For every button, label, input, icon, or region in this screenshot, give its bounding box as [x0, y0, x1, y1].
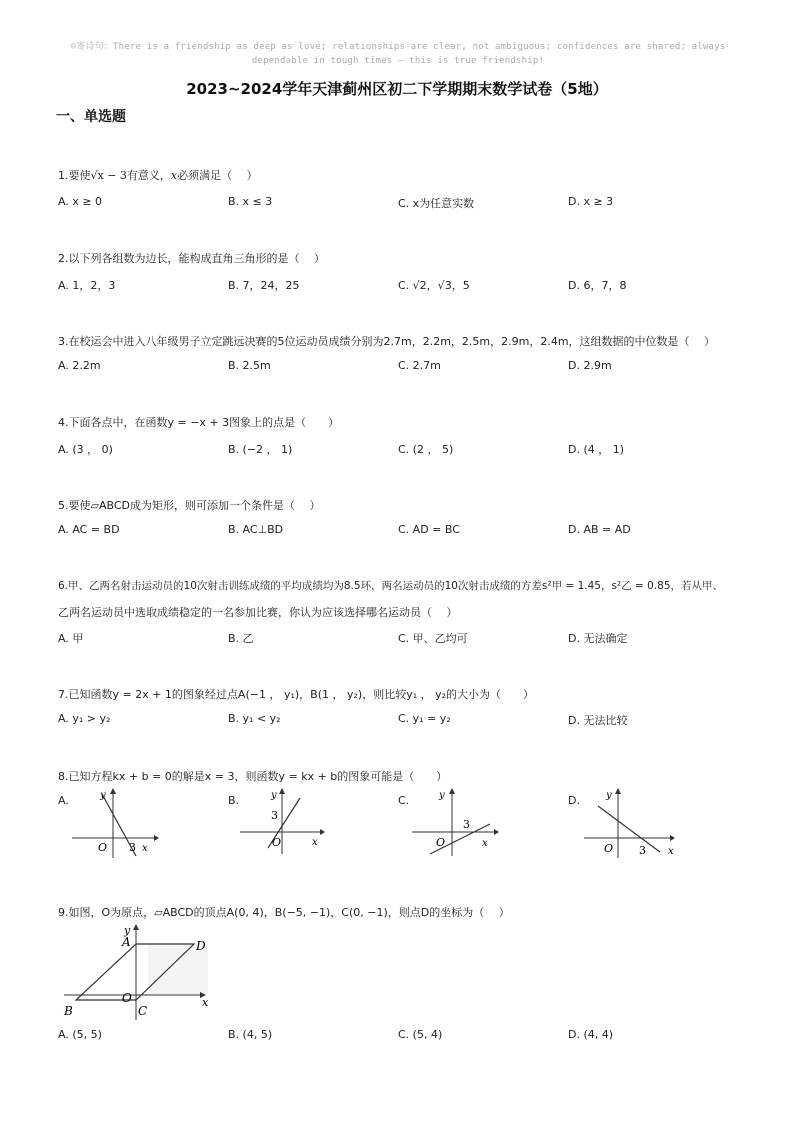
q7-option-d[interactable]: D. 无法比较: [568, 714, 628, 727]
y-axis-arrow: [449, 788, 455, 794]
q4-option-a[interactable]: A. (3 ， 0): [58, 443, 113, 456]
exam-title: 2023~2024学年天津蓟州区初二下学期期末数学试卷（5地）: [186, 80, 608, 98]
q7-option-c[interactable]: C. y₁ = y₂: [398, 712, 451, 725]
question-1-stem: [58, 167, 258, 185]
q7-option-b[interactable]: B. y₁ < y₂: [228, 712, 281, 725]
q9-option-d[interactable]: D. (4, 4): [568, 1028, 614, 1041]
q1-stem-var: x: [170, 169, 178, 182]
y-axis-arrow: [615, 788, 621, 794]
q8-graph-b: [238, 786, 328, 858]
q9-option-b[interactable]: B. (4, 5): [228, 1028, 273, 1041]
q8-option-b[interactable]: B.: [228, 794, 240, 807]
q1-option-d[interactable]: D. x ≥ 3: [568, 195, 614, 208]
q3-option-c[interactable]: C. 2.7m: [398, 359, 441, 372]
q1-radical: √x − 3: [90, 169, 127, 182]
label-x: x: [202, 996, 209, 1009]
q3-option-d[interactable]: D. 2.9m: [568, 359, 612, 372]
label-c: C: [138, 1004, 148, 1018]
question-6-stem-line1: 6.甲、乙两名射击运动员的10次射击训练成绩的平均成绩均为8.5环，两名运动员的10次射击成绩的方差s²甲 = 1.45，s²乙 = 0.85，若从甲、: [58, 580, 723, 592]
question-8-stem: 8.已知方程kx + b = 0的解是x = 3，则函数y = kx + b的图象可能是（ ）: [58, 770, 448, 783]
q8-graph-a-svg: [70, 788, 160, 860]
y-axis-arrow: [279, 788, 285, 794]
origin-label: O: [604, 842, 614, 855]
q2-option-d[interactable]: D. 6，7，8: [568, 279, 627, 292]
y-label: y: [606, 790, 612, 801]
x-label: x: [142, 843, 148, 854]
header-poem: ☺寄诗句：There is a friendship as deep as love; relationships are clear, not ambiguous; confidences are shared; always dependable in tough times — this is true friendship!: [70, 42, 726, 66]
q8-graph-c-svg: [410, 788, 500, 860]
x-label: x: [668, 846, 674, 857]
origin-label: O: [98, 841, 108, 854]
label-y: y: [124, 924, 131, 937]
tick-3-label: 3: [129, 841, 136, 854]
q9-option-c[interactable]: C. (5, 4): [398, 1028, 443, 1041]
q5-option-d[interactable]: D. AB = AD: [568, 523, 631, 536]
q9-figure-svg: [56, 922, 226, 1022]
question-5-stem: 5.要使▱ABCD成为矩形，则可添加一个条件是（ ）: [58, 499, 321, 512]
q1-option-b[interactable]: B. x ≤ 3: [228, 195, 273, 208]
q3-option-a[interactable]: A. 2.2m: [58, 359, 101, 372]
q8-graph-b-svg: [238, 786, 328, 858]
q5-option-b[interactable]: B. AC⊥BD: [228, 523, 284, 536]
tick-3-label: 3: [271, 809, 278, 822]
y-axis-arrow: [110, 788, 116, 794]
q3-option-b[interactable]: B. 2.5m: [228, 359, 271, 372]
section-heading: 一、单选题: [56, 109, 126, 125]
question-4-stem: 4.下面各点中，在函数y = −x + 3图象上的点是（ ）: [58, 416, 340, 429]
y-label: y: [100, 790, 106, 801]
origin-label: O: [272, 836, 282, 849]
question-2-stem: 2.以下列各组数为边长，能构成直角三角形的是（ ）: [58, 252, 325, 265]
question-7-stem: 7.已知函数y = 2x + 1的图象经过点A(−1 ， y₁)，B(1 ， y₂)，则比较y₁ ， y₂的大小为（ ）: [58, 688, 535, 701]
x-label: x: [482, 838, 488, 849]
q8-graph-d-svg: [582, 788, 678, 860]
q9-option-a[interactable]: A. (5, 5): [58, 1028, 102, 1041]
q6-option-d[interactable]: D. 无法确定: [568, 632, 628, 645]
q5-option-a[interactable]: A. AC = BD: [58, 523, 120, 536]
x-axis-arrow: [670, 835, 675, 841]
q2-option-b[interactable]: B. 7，24，25: [228, 279, 300, 292]
q1-stem-part3: 有意义，: [126, 169, 171, 182]
x-axis-arrow: [154, 835, 159, 841]
q9-figure: [56, 922, 226, 1022]
question-6-stem-line2: 乙两名运动员中选取成绩稳定的一名参加比赛，你认为应该选择哪名运动员（ ）: [58, 606, 458, 619]
q7-option-a[interactable]: A. y₁ > y₂: [58, 712, 111, 725]
q5-option-c[interactable]: C. AD = BC: [398, 523, 460, 536]
q1-option-c[interactable]: C. x为任意实数: [398, 197, 475, 210]
label-o: O: [122, 991, 132, 1005]
y-axis-arrow: [133, 924, 139, 930]
label-a: A: [122, 935, 131, 949]
q4-option-c[interactable]: C. (2 ， 5): [398, 443, 454, 456]
q2-option-a[interactable]: A. 1，2，3: [58, 279, 116, 292]
q1-stem-part5: 必须满足（ ）: [177, 169, 258, 182]
x-axis-arrow: [494, 829, 499, 835]
question-3-stem: 3.在校运会中进入八年级男子立定跳远决赛的5位运动员成绩分别为2.7m，2.2m，2.5m，2.9m，2.4m，这组数据的中位数是（ ）: [58, 335, 716, 348]
label-d: D: [196, 939, 206, 953]
q6-option-c[interactable]: C. 甲、乙均可: [398, 632, 468, 645]
q2-option-c[interactable]: C. √2，√3，5: [398, 279, 470, 292]
label-b: B: [64, 1004, 73, 1018]
y-label: y: [271, 790, 277, 801]
q8-graph-a: [70, 788, 160, 860]
q6-option-b[interactable]: B. 乙: [228, 632, 254, 645]
q1-option-a[interactable]: A. x ≥ 0: [58, 195, 103, 208]
origin-label: O: [436, 836, 446, 849]
y-label: y: [439, 790, 445, 801]
q4-option-d[interactable]: D. (4 ， 1): [568, 443, 625, 456]
tick-3-label: 3: [639, 844, 646, 857]
q8-option-a[interactable]: A.: [58, 794, 69, 807]
q1-stem-part1: 1.要使: [58, 169, 91, 182]
x-label: x: [312, 837, 318, 848]
q8-graph-d: [582, 788, 678, 860]
q8-option-c[interactable]: C.: [398, 794, 410, 807]
x-axis-arrow: [320, 829, 325, 835]
q4-option-b[interactable]: B. (−2 ， 1): [228, 443, 293, 456]
q8-option-d[interactable]: D.: [568, 794, 580, 807]
question-9-stem: 9.如图，O为原点，▱ABCD的顶点A(0, 4)，B(−5, −1)，C(0, −1)，则点D的坐标为（ ）: [58, 906, 510, 919]
q6-option-a[interactable]: A. 甲: [58, 632, 84, 645]
tick-3-label: 3: [463, 818, 470, 831]
q8-graph-c: [410, 788, 500, 860]
